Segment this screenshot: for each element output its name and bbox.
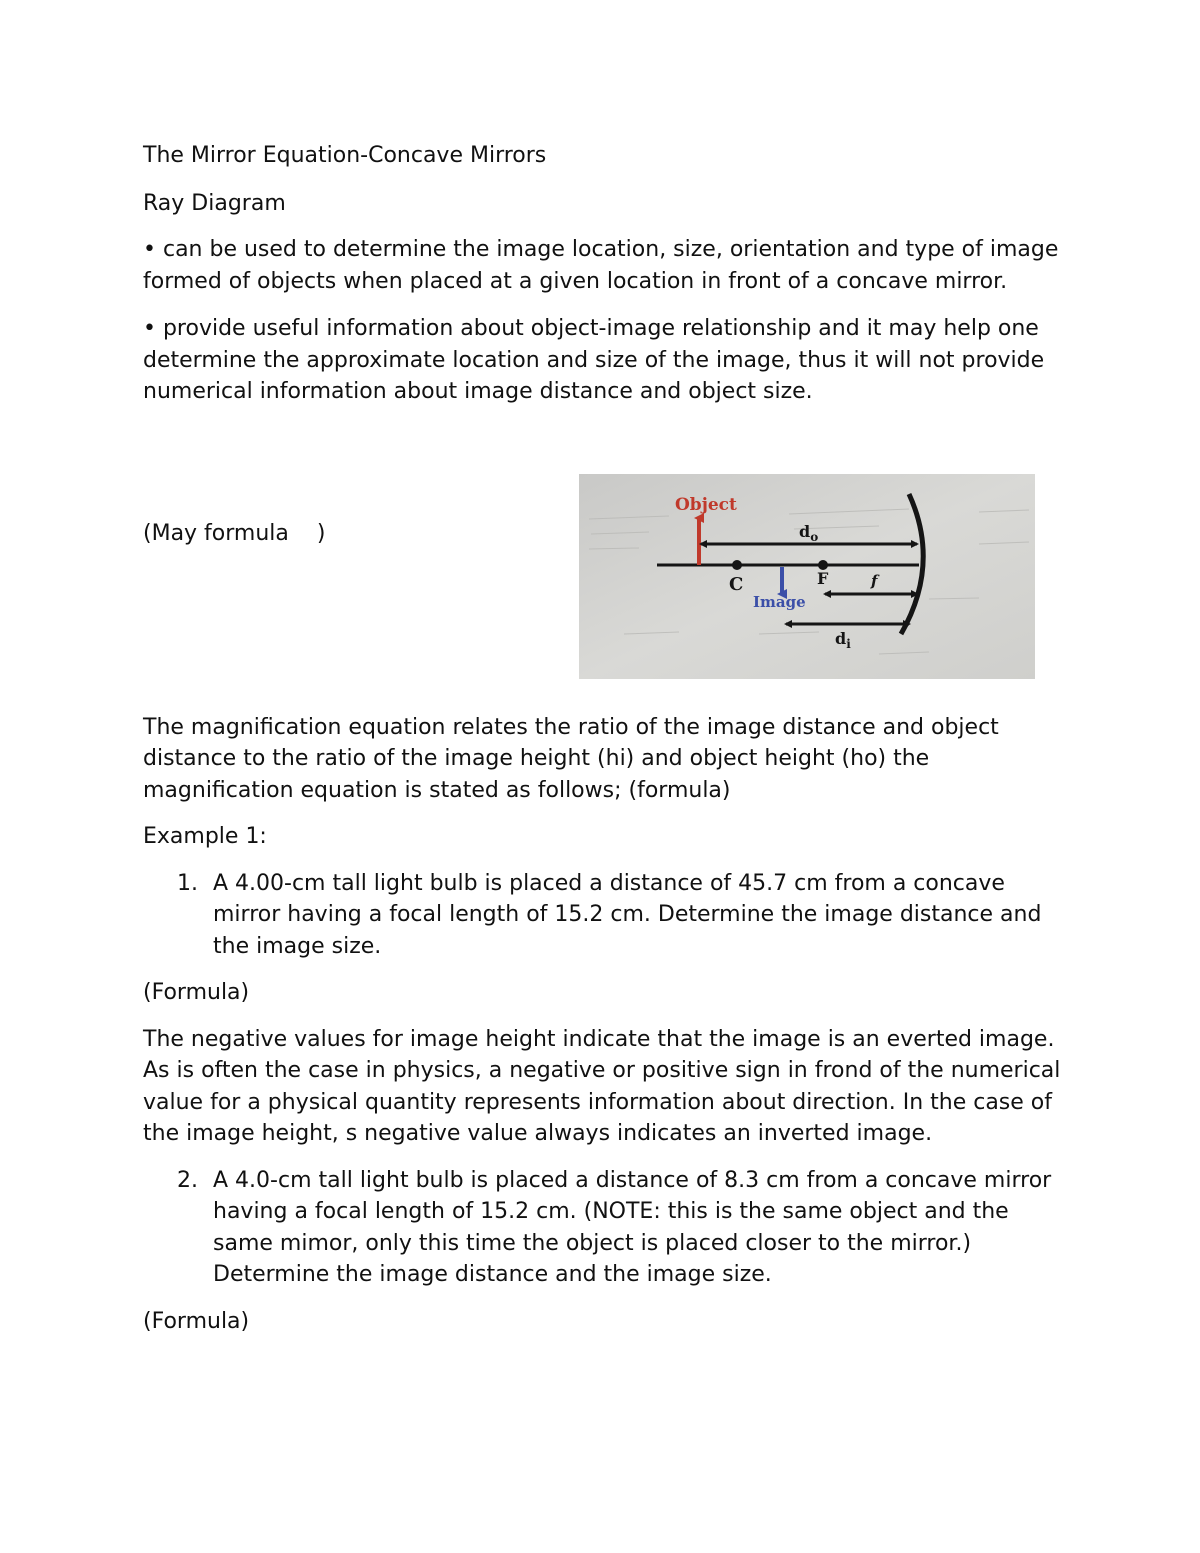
- focal-length-label: f: [871, 571, 878, 590]
- list-item: [143, 868, 1073, 963]
- magnification-paragraph: The magnification equation relates the ratio of the image distance and object distance to the ratio of the image height (hi) and object height (ho) the magnification equation is stated as follows; (formula): [143, 714, 999, 803]
- image-distance-label: $d_i$: [835, 628, 851, 651]
- bullet-item: • can be used to determine the image location, size, orientation and type of image formed of objects when placed at a given location in front of a concave mirror.: [143, 237, 1059, 294]
- diagram-row: [143, 474, 1073, 684]
- example-list: [143, 1165, 1073, 1291]
- image-label: Image: [753, 592, 806, 611]
- section-heading: Ray Diagram: [143, 190, 286, 216]
- example-list: [143, 868, 1073, 963]
- formula-placeholder: (Formula): [143, 980, 250, 1005]
- center-label: C: [729, 573, 744, 595]
- example-heading: Example 1:: [143, 824, 267, 849]
- paper-background: [579, 474, 1035, 679]
- object-label: Object: [675, 494, 737, 515]
- list-item-text: A 4.00-cm tall light bulb is placed a distance of 45.7 cm from a concave mirror having a focal length of 15.2 cm. Determine the image distance and the image size.: [213, 870, 1042, 959]
- document-page: [143, 140, 1073, 1352]
- list-item-text: A 4.0-cm tall light bulb is placed a distance of 8.3 cm from a concave mirror having a focal length of 15.2 cm. (NOTE: this is the same object and the same mimor, only this time the object is placed closer to the mirror.) Determine the image distance and the image size.: [213, 1167, 1052, 1287]
- bullet-item: • provide useful information about object-image relationship and it may help one determine the approximate location and size of the image, thus it will not provide numerical information about image distance and object size.: [143, 316, 1045, 404]
- list-item-number: 2.: [177, 1167, 198, 1193]
- negative-values-paragraph: The negative values for image height indicate that the image is an everted image. As is often the case in physics, a negative or positive sign in frond of the numerical value for a physical quantity represents information about direction. In the case of the image height, s negative value always indicates an inverted image.: [143, 1026, 1061, 1146]
- object-distance-label: $d_o$: [799, 521, 819, 544]
- formula-placeholder: (Formula): [143, 1308, 250, 1334]
- list-item-number: 1.: [177, 870, 198, 896]
- document-title: The Mirror Equation-Concave Mirrors: [143, 143, 547, 168]
- ray-diagram: [579, 474, 1035, 679]
- focus-label: F: [817, 568, 829, 588]
- center-point: [732, 560, 742, 570]
- ray-diagram-photo: [579, 474, 1035, 679]
- formula-placeholder: (May formula ): [143, 520, 326, 546]
- list-item: [143, 1165, 1073, 1291]
